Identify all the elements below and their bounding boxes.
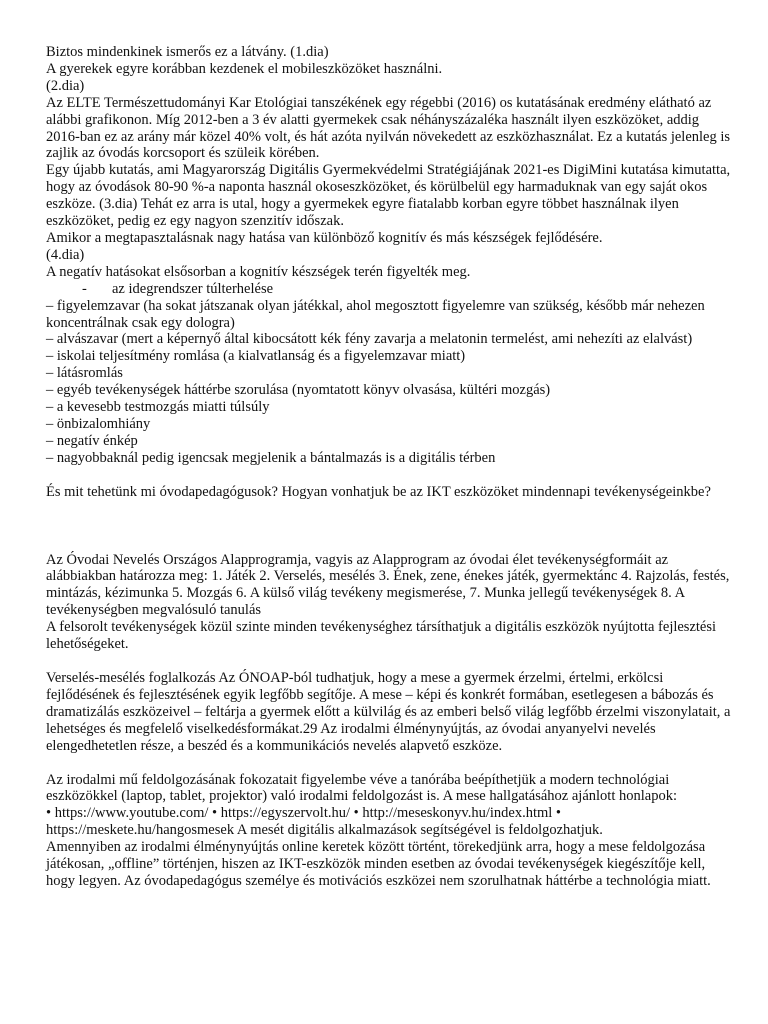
effect-item: – figyelemzavar (ha sokat játszanak olyan játékkal, ahol megosztott figyelemre van szükség, később már nehezen koncentrálnak csak egy dologra) xyxy=(46,297,705,331)
effect-item: – a kevesebb testmozgás miatti túlsúly xyxy=(46,399,270,416)
effect-item: – alvászavar (mert a képernyő által kibocsátott kék fény zavarja a melatonin termelést, ami nehezíti az elalvást) xyxy=(46,331,693,348)
intro-line-3: (2.dia) xyxy=(46,77,85,94)
spacer xyxy=(46,653,736,670)
storytelling-paragraph: Verselés-mesélés foglalkozás Az ÓNOAP-ból tudhatjuk, hogy a mese a gyermek érzelmi, értelmi, erkölcsi fejlődésének és fejlesztésének egyik legfőbb segítője. A mese – képi és konkrét formában, esetlegesen a bábozás és dramatizálás eszközeivel – feltárja a gyermek előtt a külvilág és az emberi belső világ legfőbb érzelmi viszonylatait, a lehetséges és megfelelő viselkedésformákat.29 Az irodalmi élménynyújtás, az óvodai anyanyelvi nevelés elengedhetetlen része, a beszéd és a kommunikációs nevelés alapvető eszköze. xyxy=(46,670,731,754)
literary-paragraph: Az irodalmi mű feldolgozásának fokozatait figyelembe véve a tanórába beépíthetjük a modern technológiai eszközökkel (laptop, tablet, projektor) való irodalmi feldolgozást is. A mese hallgatásához ajánlott honlapok: xyxy=(46,771,677,805)
sub-list-item xyxy=(46,281,736,298)
effect-item: – iskolai teljesítmény romlása (a kialvatlanság és a figyelemzavar miatt) xyxy=(46,348,466,365)
intro-line-2: A gyerekek egyre korábban kezdenek el mobileszközöket használni. xyxy=(46,60,443,77)
intro-paragraph-digimini: Egy újabb kutatás, ami Magyarország Digitális Gyermekvédelmi Stratégiájának 2021-es DigiMini kutatása kimutatta, hogy az óvodások 80-90 %-a naponta használ okoseszközöket, és körülbelül egy harmaduknak van egy saját okos eszköze. (3.dia) Tehát ez arra is utal, hogy a gyermekek egyre fiatalabb korban egyre többet használnak ilyen eszközöket, pedig ez egy nagyon szenzitív időszak. xyxy=(46,162,731,230)
sub-list-text: az idegrendszer túlterhelése xyxy=(112,280,274,297)
intro-line-1: Biztos mindenkinek ismerős ez a látvány. (1.dia) xyxy=(46,44,329,60)
program-paragraph-digital: A felsorolt tevékenységek közül szinte minden tevékenységhez társíthatjuk a digitális eszközök nyújtotta fejlesztési lehetőségeket. xyxy=(46,619,717,653)
links-line-1: • https://www.youtube.com/ • https://egyszervolt.hu/ • http://meseskonyv.hu/index.html • xyxy=(46,805,562,822)
intro-paragraph-research: Az ELTE Természettudományi Kar Etológiai tanszékének egy régebbi (2016) os kutatásának eredmény elátható az alábbi grafikonon. Míg 2012-ben a 3 év alatti gyermekek csak néhányszázaléka használt ilyen eszközöket, addig 2016-ban ez az arány már közel 40% volt, és hát azóta nyilván növekedett az eszközhasználat. Ez a kutatás jelenleg is zajlik az óvodás korcsoport és szüleik körében. xyxy=(46,94,731,162)
effect-item: – nagyobbaknál pedig igencsak megjelenik a bántalmazás is a digitális térben xyxy=(46,449,496,466)
links-line-2: https://meskete.hu/hangosmesek A mesét digitális alkalmazások segítségével is feldolgozhatjuk. xyxy=(46,822,603,839)
program-paragraph: Az Óvodai Nevelés Országos Alapprogramja, vagyis az Alapprogram az óvodai élet tevékenységformáit az alábbiakban határozza meg: 1. Játék 2. Verselés, mesélés 3. Ének, zene, énekes játék, gyermektánc 4. Rajzolás, festés, mintázás, kézimunka 5. Mozgás 6. A külső világ tevékeny megismerése, 7. Munka jellegű tevékenységek 8. A tevékenységben megvalósuló tanulás xyxy=(46,551,730,619)
effect-item: – önbizalomhiány xyxy=(46,415,151,432)
question-paragraph: És mit tehetünk mi óvodapedagógusok? Hogyan vonhatjuk be az IKT eszközöket mindennapi tevékenységeinkbe? xyxy=(46,483,711,500)
intro-line-experience: Amikor a megtapasztalásnak nagy hatása van különböző kognitív és más készségek fejlődésére. xyxy=(46,229,603,246)
spacer xyxy=(46,501,736,552)
effect-item: – negatív énkép xyxy=(46,432,138,449)
document-page xyxy=(46,44,736,890)
sub-list-marker: - xyxy=(82,280,87,297)
effects-list xyxy=(46,298,736,467)
intro-line-negative: A negatív hatásokat elsősorban a kognitív készségek terén figyelték meg. xyxy=(46,263,471,280)
effect-item: – egyéb tevékenységek háttérbe szorulása (nyomtatott könyv olvasása, kültéri mozgás) xyxy=(46,382,551,399)
spacer xyxy=(46,755,736,772)
effect-item: – látásromlás xyxy=(46,365,123,382)
intro-line-slide4: (4.dia) xyxy=(46,246,85,263)
offline-paragraph: Amennyiben az irodalmi élménynyújtás online keretek között történt, törekedjünk arra, hogy a mese feldolgozása játékosan, „offline” történjen, hiszen az IKT-eszközök minden esetben az óvodai tevékenységek kiegészítője kell, hogy legyen. Az óvodapedagógus személye és motivációs eszközei nem szorulhatnak háttérbe a technológia miatt. xyxy=(46,839,711,889)
spacer xyxy=(46,467,736,484)
